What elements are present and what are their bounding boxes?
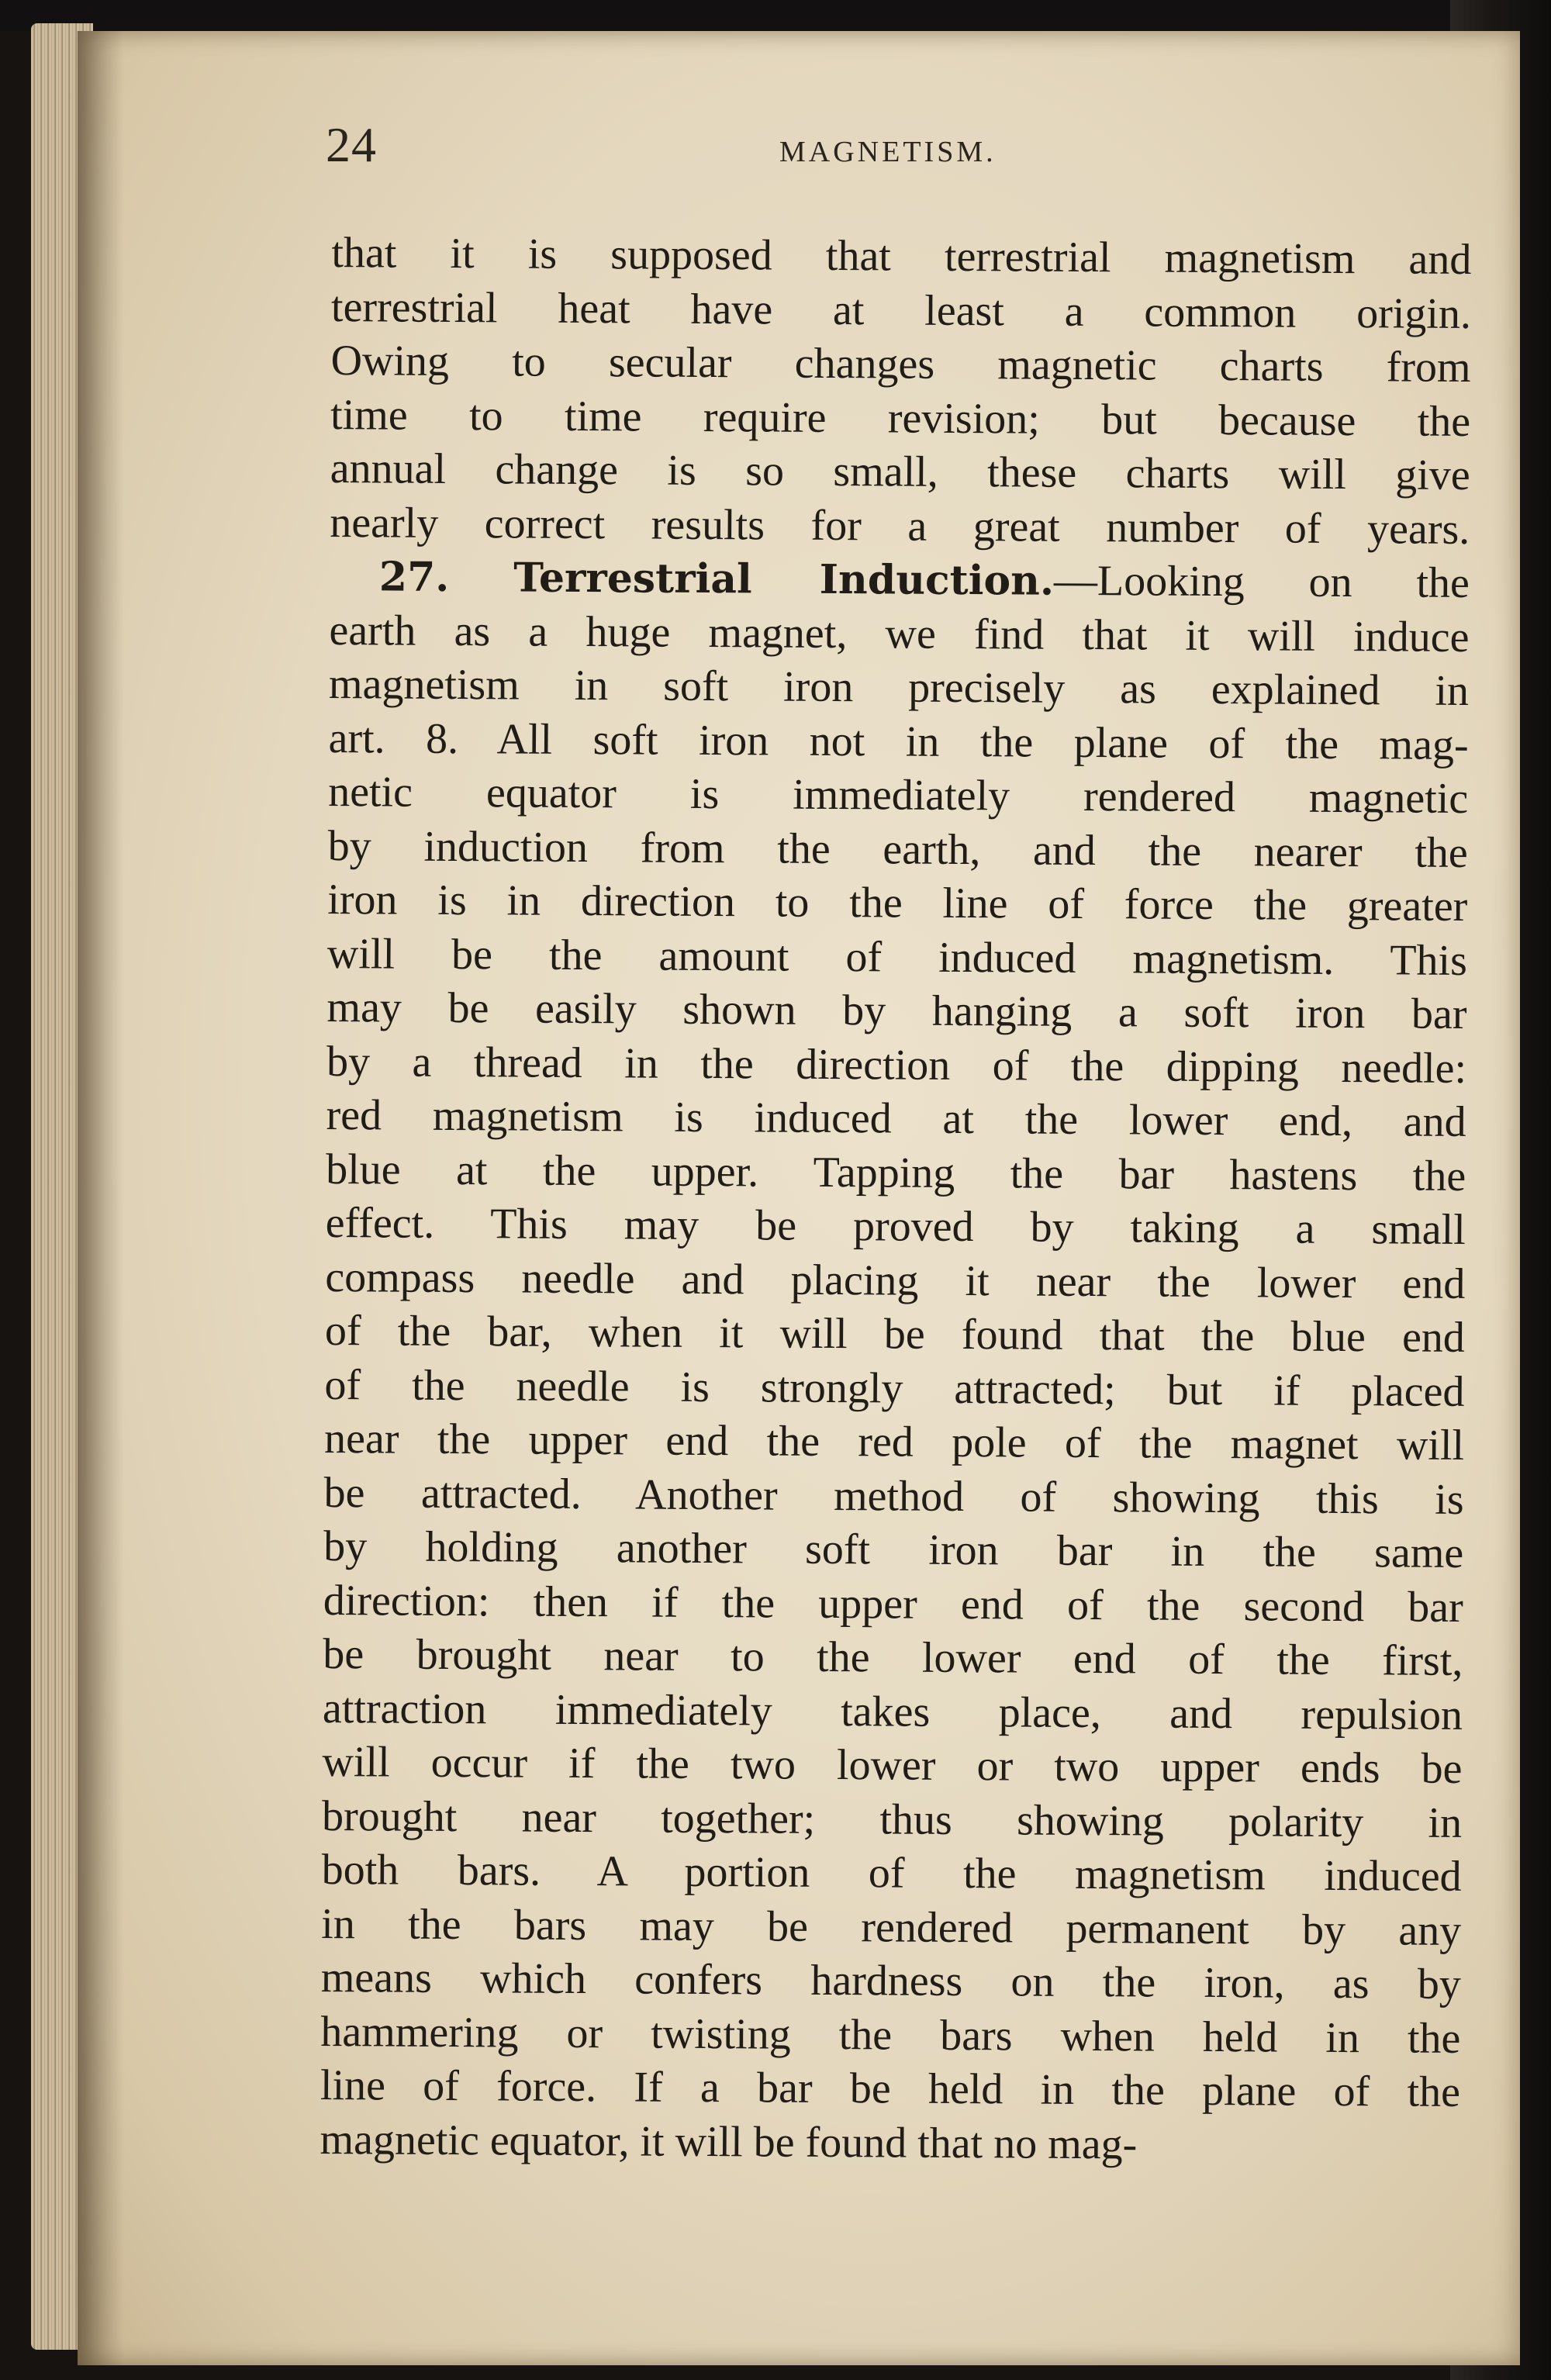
text-line: blue at the upper. Tapping the bar hastens the bbox=[326, 1145, 1466, 1200]
text-line: terrestrial heat have at least a common origin. bbox=[330, 282, 1472, 338]
page-number: 24 bbox=[326, 117, 377, 172]
text-line: attraction immediately takes place, and repulsion bbox=[322, 1684, 1463, 1739]
text-line: magnetism in soft iron precisely as explained in bbox=[328, 660, 1470, 715]
text-line: direction: then if the upper end of the second bar bbox=[323, 1576, 1463, 1632]
text-line: both bars. A portion of the magnetism induced bbox=[321, 1845, 1462, 1901]
text-line: that it is supposed that terrestrial magnetism and bbox=[331, 229, 1472, 285]
text-line: hammering or twisting the bars when held in the bbox=[320, 2007, 1461, 2063]
running-head: MAGNETISM. bbox=[779, 136, 997, 168]
text-line: red magnetism is induced at the lower end, and bbox=[326, 1091, 1466, 1146]
body-text bbox=[320, 226, 1471, 2174]
text-line: magnetic equator, it will be found that no mag- bbox=[320, 2115, 1138, 2168]
scan-background-top bbox=[0, 0, 1551, 31]
text-line: be attracted. Another method of showing this is bbox=[323, 1468, 1464, 1524]
text-line: by a thread in the direction of the dipping needle: bbox=[326, 1037, 1467, 1093]
text-line: annual change is so small, these charts will give bbox=[330, 444, 1470, 499]
text-line: iron is in direction to the line of force the greater bbox=[327, 876, 1468, 931]
text-line: near the upper end the red pole of the magnet will bbox=[323, 1414, 1465, 1470]
gutter-shadow bbox=[78, 31, 124, 2365]
text-line: by induction from the earth, and the nearer the bbox=[327, 821, 1468, 877]
text-line: effect. This may be proved by taking a small bbox=[325, 1199, 1466, 1254]
text-line: nearly correct results for a great number of years. bbox=[330, 498, 1470, 554]
text-line: earth as a huge magnet, we find that it will induce bbox=[329, 606, 1470, 661]
text-line: line of force. If a bar be held in the plane of the bbox=[320, 2060, 1461, 2116]
text-line: netic equator is immediately rendered magnetic bbox=[327, 768, 1469, 823]
article-heading-line bbox=[330, 550, 1470, 610]
text-line: compass needle and placing it near the lower end bbox=[325, 1252, 1466, 1308]
text-line: of the needle is strongly attracted; but if placed bbox=[324, 1360, 1465, 1416]
text-line: means which confers hardness on the iron, as by bbox=[320, 1953, 1462, 2009]
page-header bbox=[326, 116, 1473, 186]
article-first-line: —Looking on the bbox=[1053, 556, 1470, 607]
text-line: time to time require revision; but because the bbox=[330, 390, 1471, 446]
article-title: Terrestrial Induction. bbox=[513, 554, 1055, 605]
text-line: by holding another soft iron bar in the same bbox=[323, 1522, 1464, 1577]
text-line: may be easily shown by hanging a soft iron bar bbox=[326, 983, 1467, 1038]
text-line: be brought near to the lower end of the first, bbox=[323, 1629, 1463, 1685]
text-line: art. 8. All soft iron not in the plane of the mag- bbox=[328, 713, 1469, 769]
text-line: brought near together; thus showing polarity in bbox=[321, 1791, 1463, 1847]
text-line: Owing to secular changes magnetic charts from bbox=[330, 337, 1471, 392]
text-line: of the bar, when it will be found that the blue end bbox=[324, 1306, 1466, 1362]
text-line: in the bars may be rendered permanent by any bbox=[321, 1899, 1462, 1955]
text-line: will occur if the two lower or two upper ends be bbox=[322, 1737, 1463, 1793]
article-number: 27. bbox=[378, 553, 450, 601]
text-line: will be the amount of induced magnetism. This bbox=[326, 929, 1468, 985]
